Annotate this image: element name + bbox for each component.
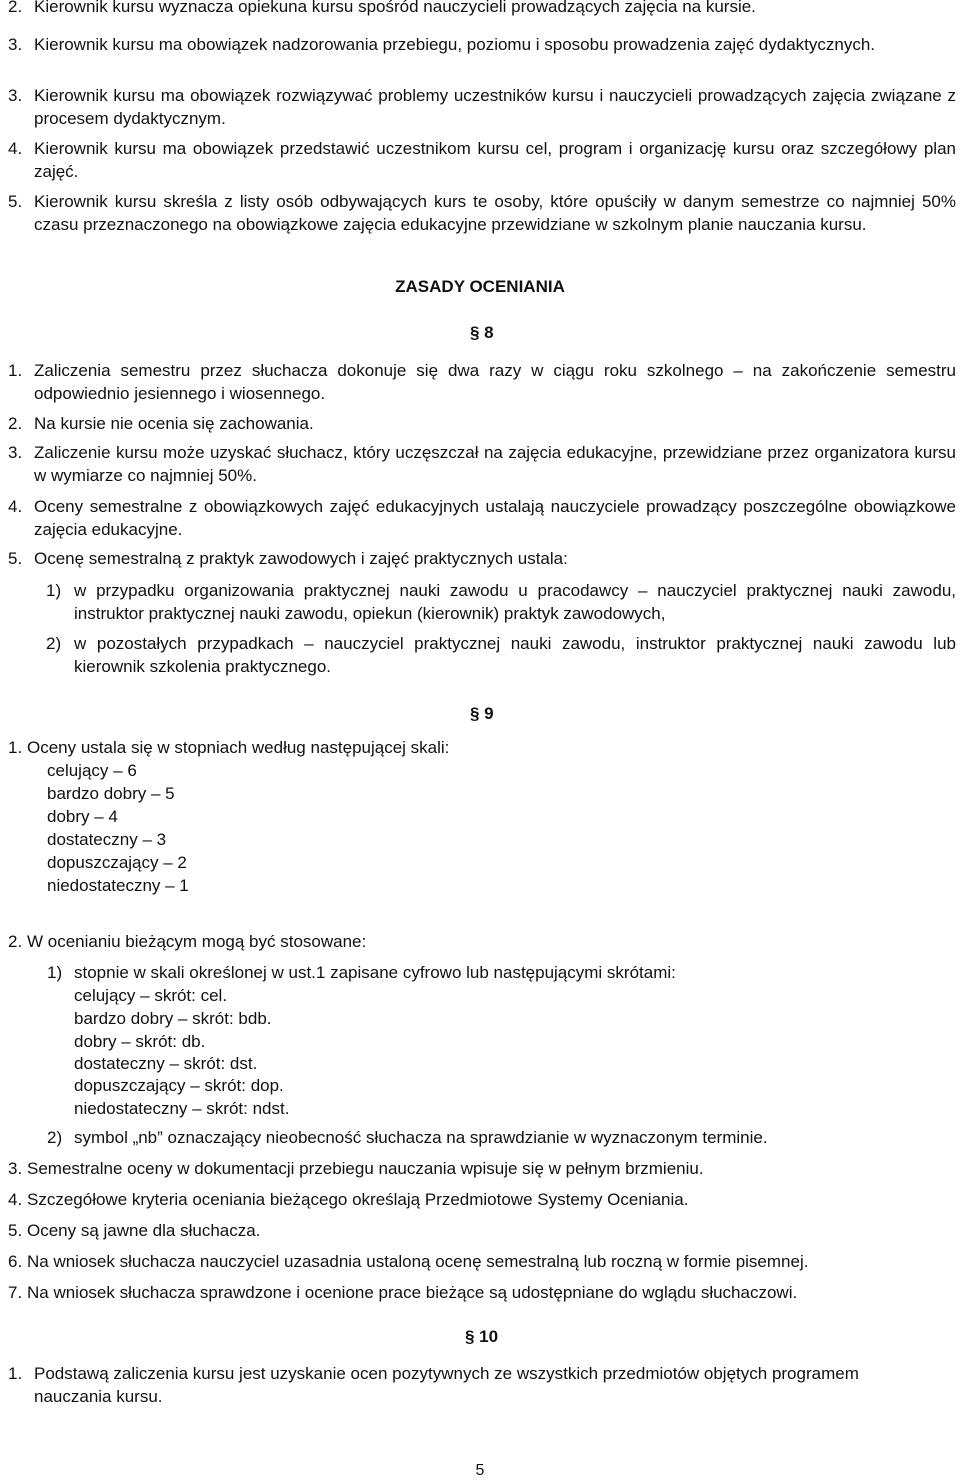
list-number: 3. — [8, 35, 23, 54]
sublist-number: 2) — [47, 1128, 63, 1147]
abbreviation-line: dostateczny – skrót: dst. — [74, 1054, 258, 1073]
list-item-text: Na kursie nie ocenia się zachowania. — [34, 414, 314, 433]
list-number: 5. — [8, 1221, 23, 1240]
sublist-item-text: stopnie w skali określonej w ust.1 zapisane cyfrowo lub następującymi skrótami: — [74, 963, 676, 982]
sublist-number: 1) — [47, 963, 63, 982]
list-item-text: Kierownik kursu ma obowiązek przedstawić uczestnikom kursu cel, program i organizację kursu oraz szczegółowy plan zajęć. — [34, 139, 956, 181]
list-item-text: Oceny są jawne dla słuchacza. — [27, 1221, 261, 1240]
list-item-text: Na wniosek słuchacza nauczyciel uzasadnia ustaloną ocenę semestralną lub roczną w formie pisemnej. — [27, 1252, 809, 1271]
list-number: 4. — [8, 497, 23, 516]
list-item-text: Semestralne oceny w dokumentacji przebiegu nauczania wpisuje się w pełnym brzmieniu. — [27, 1159, 704, 1178]
sublist-number: 2) — [46, 634, 62, 653]
list-number: 2. — [8, 414, 23, 433]
abbreviation-line: dobry – skrót: db. — [74, 1032, 206, 1051]
list-number: 1. — [8, 738, 23, 757]
grade-scale-line: niedostateczny – 1 — [47, 876, 189, 895]
list-item-text: W ocenianiu bieżącym mogą być stosowane: — [27, 932, 367, 951]
list-number: 5. — [8, 192, 23, 211]
list-number: 3. — [8, 86, 23, 105]
list-item-text: Kierownik kursu ma obowiązek nadzorowania przebiegu, poziomu i sposobu prowadzenia zajęć dydaktycznych. — [34, 35, 876, 54]
list-item-text: Kierownik kursu ma obowiązek rozwiązywać problemy uczestników kursu i nauczycieli prowadzących zajęcia związane z procesem dydaktycznym. — [34, 86, 956, 128]
section-heading: ZASADY OCENIANIA — [395, 277, 565, 296]
list-number: 3. — [8, 443, 23, 462]
list-number: 5. — [8, 549, 23, 568]
sublist-item-text: w przypadku organizowania praktycznej nauki zawodu u pracodawcy – nauczyciel praktycznej nauki zawodu, instruktor praktycznej nauki zawodu, opiekun (kierownik) praktyk zawodowych, — [74, 581, 956, 623]
paragraph-mark: § 9 — [470, 704, 494, 723]
sublist-item-text: w pozostałych przypadkach – nauczyciel praktycznej nauki zawodu, instruktor praktycznej nauki zawodu lub kierownik szkolenia praktycznego. — [74, 634, 956, 676]
grade-scale-line: bardzo dobry – 5 — [47, 784, 175, 803]
list-item-text: Ocenę semestralną z praktyk zawodowych i zajęć praktycznych ustala: — [34, 549, 568, 568]
list-item-text: Podstawą zaliczenia kursu jest uzyskanie ocen pozytywnych ze wszystkich przedmiotów objętych programem nauczania kursu. — [34, 1364, 859, 1406]
abbreviation-line: dopuszczający – skrót: dop. — [74, 1076, 284, 1095]
list-number: 4. — [8, 1190, 23, 1209]
list-item-text: Szczegółowe kryteria oceniania bieżącego określają Przedmiotowe Systemy Oceniania. — [27, 1190, 689, 1209]
grade-scale-line: dopuszczający – 2 — [47, 853, 187, 872]
paragraph-mark: § 10 — [465, 1327, 499, 1346]
list-item-text: Oceny ustala się w stopniach według następującej skali: — [27, 738, 450, 757]
abbreviation-line: bardzo dobry – skrót: bdb. — [74, 1009, 272, 1028]
paragraph-mark: § 8 — [470, 323, 494, 342]
sublist-number: 1) — [46, 581, 62, 600]
list-item-text: Kierownik kursu wyznacza opiekuna kursu spośród nauczycieli prowadzących zajęcia na kursie. — [34, 0, 756, 16]
list-number: 4. — [8, 139, 23, 158]
list-number: 3. — [8, 1159, 23, 1178]
grade-scale-line: dobry – 4 — [47, 807, 118, 826]
list-number: 1. — [8, 361, 23, 380]
grade-scale-line: celujący – 6 — [47, 761, 137, 780]
list-item-text: Oceny semestralne z obowiązkowych zajęć edukacyjnych ustalają nauczyciele prowadzący poszczególne obowiązkowe zajęcia edukacyjne. — [34, 497, 956, 539]
list-number: 6. — [8, 1252, 23, 1271]
abbreviation-line: celujący – skrót: cel. — [74, 986, 228, 1005]
page-number: 5 — [475, 1462, 485, 1479]
grade-scale-line: dostateczny – 3 — [47, 830, 167, 849]
list-item-text: Na wniosek słuchacza sprawdzone i ocenione prace bieżące są udostępniane do wglądu słuchaczowi. — [27, 1283, 798, 1302]
list-item-text: Kierownik kursu skreśla z listy osób odbywających kurs te osoby, które opuściły w danym semestrze co najmniej 50% czasu przeznaczonego na obowiązkowe zajęcia edukacyjne przewidziane w szkolnym planie nauczania kursu. — [34, 192, 956, 234]
list-number: 1. — [8, 1364, 23, 1383]
list-number: 7. — [8, 1283, 23, 1302]
sublist-item-text: symbol „nb” oznaczający nieobecność słuchacza na sprawdzianie w wyznaczonym terminie. — [74, 1128, 768, 1147]
list-number: 2. — [8, 0, 23, 16]
list-number: 2. — [8, 932, 23, 951]
list-item-text: Zaliczenie kursu może uzyskać słuchacz, który uczęszczał na zajęcia edukacyjne, przewidziane przez organizatora kursu w wymiarze co najmniej 50%. — [34, 443, 956, 485]
abbreviation-line: niedostateczny – skrót: ndst. — [74, 1099, 290, 1118]
list-item-text: Zaliczenia semestru przez słuchacza dokonuje się dwa razy w ciągu roku szkolnego – na zakończenie semestru odpowiednio jesiennego i wiosennego. — [34, 361, 956, 403]
